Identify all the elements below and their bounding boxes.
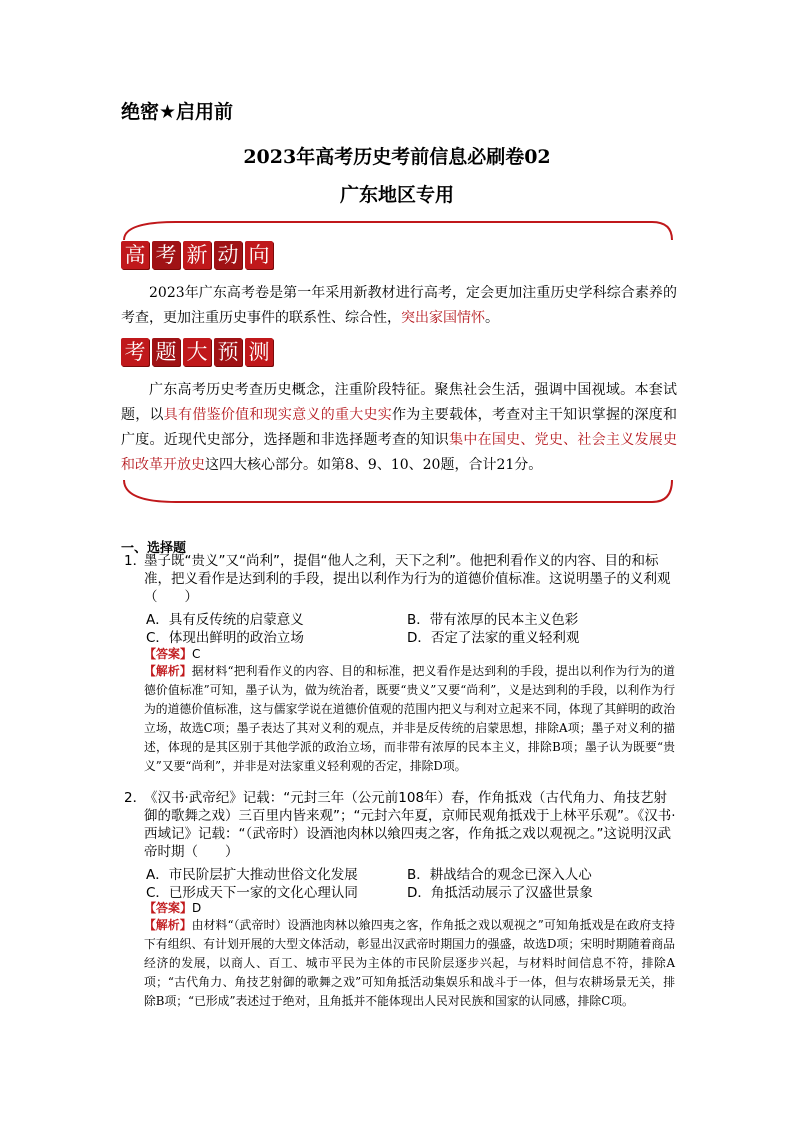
question-prediction-badge	[121, 338, 273, 366]
question-2-stem: 2． 《汉书·武帝纪》记载：“元封三年（公元前108年）春，作角抵戏（古代角力、角技艺射御的歌舞之戏）三百里内皆来观”；“元封六年夏，京师民观角抵戏于上林平乐观”。《汉书·西域记》记载：“（武帝时）设酒池肉林以飨四夷之客，作角抵之戏以观视之。”这说明汉武帝时期（ ）	[124, 790, 676, 860]
confidential-label: 绝密★启用前	[121, 101, 234, 123]
badge-char: 预	[214, 338, 242, 366]
exam-subtitle: 广东地区专用	[339, 184, 454, 206]
prediction-paragraph: 广东高考历史考查历史概念，注重阶段特征。聚焦社会生活，强调中国视域。本套试题，以具有借鉴价值和现实意义的重大史实作为主要载体，考查对主干知识掌握的深度和广度。近现代史部分，选择题和非选择题考查的知识集中在国史、党史、社会主义发展史和改革开放史这四大核心部分。如第8、9、10、20题，合计21分。	[121, 382, 678, 473]
q2-answer: 【答案】D	[144, 901, 202, 915]
badge-char: 动	[214, 241, 242, 269]
gaokao-trend-badge	[121, 241, 273, 269]
trend-paragraph: 2023年广东高考卷是第一年采用新教材进行高考，定会更加注重历史学科综合素养的考查，更加注重历史事件的联系性、综合性，突出家国情怀。	[121, 285, 677, 326]
badge-char: 高	[121, 241, 149, 269]
q1-explanation: 【解析】据材料“把利看作义的内容、目的和标准，把义看作是达到利的手段，提出以利作为行为的道德价值标准”可知，墨子认为，做为统治者，既要“贵义”又要“尚利”，义是达到利的手段，以利作为行为的道德价值标准，这与儒家学说在道德价值观的范围内把义与利对立起来不同，体现了其鲜明的政治立场，故选C项；墨子表达了其对义利的观点，并非是反传统的启蒙思想，排除A项；墨子对义利的描述，体现的是其区别于其他学派的政治立场，而非带有浓厚的民本主义，排除B项；墨子认为既要“贵义”又要“尚利”，并非是对法家重义轻利观的否定，排除D项。	[144, 664, 675, 773]
q2-option-d: D．角抵活动展示了汉盛世景象	[407, 885, 593, 901]
q1-option-d: D．否定了法家的重义轻利观	[407, 630, 580, 646]
badge-char: 考	[152, 241, 180, 269]
badge-char: 新	[183, 241, 211, 269]
q2-explanation: 【解析】由材料“（武帝时）设酒池肉林以飨四夷之客，作角抵之戏以观视之”可知角抵戏是在政府支持下有组织、有计划开展的大型文体活动，彰显出汉武帝时期国力的强盛，故选D项；宋明时期随着商品经济的发展，以商人、百工、城市平民为主体的市民阶层逐步兴起，与材料时间信息不符，排除A项；“古代角力、角技艺射御的歌舞之戏”可知角抵活动集娱乐和战斗于一体，但与农耕场景无关，排除B项；“已形成”表述过于绝对，且角抵并不能体现出人民对民族和国家的认同感，排除C项。	[144, 918, 675, 1008]
section-heading: 一、选择题	[121, 541, 187, 556]
q2-option-a: A．市民阶层扩大推动世俗文化发展	[146, 867, 358, 883]
badge-char: 测	[245, 338, 273, 366]
badge-char: 考	[121, 338, 149, 366]
q1-option-c: C．体现出鲜明的政治立场	[146, 630, 304, 646]
q1-answer: 【答案】C	[144, 647, 201, 661]
q1-option-b: B．带有浓厚的民本主义色彩	[407, 612, 579, 628]
q2-option-c: C．已形成天下一家的文化心理认同	[146, 885, 358, 901]
exam-title: 2023年高考历史考前信息必刷卷02	[243, 146, 551, 168]
q2-option-b: B．耕战结合的观念已深入人心	[407, 867, 592, 883]
badge-char: 题	[152, 338, 180, 366]
q1-option-a: A．具有反传统的启蒙意义	[146, 612, 304, 628]
badge-char: 大	[183, 338, 211, 366]
question-1-stem: 1． 墨子既“贵义”又“尚利”，提倡“他人之利，天下之利”。他把利看作义的内容、目的和标准，把义看作是达到利的手段，提出以利作为行为的道德价值标准。这说明墨子的义利观（ ）	[124, 553, 671, 605]
badge-char: 向	[245, 241, 273, 269]
